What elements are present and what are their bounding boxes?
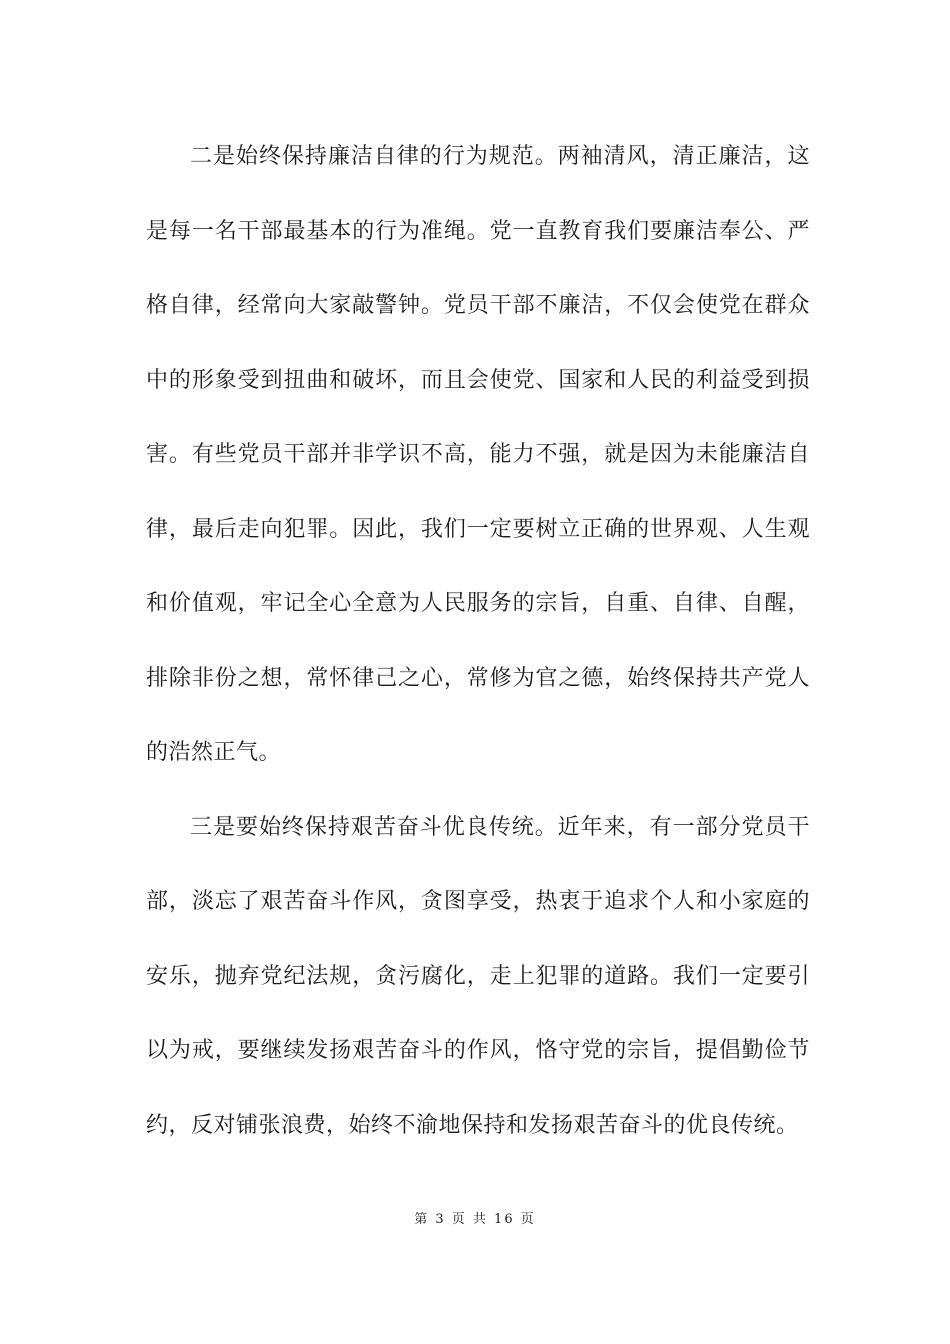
page-number-footer: 第 3 页 共 16 页 <box>414 1212 536 1227</box>
paragraph-hard-work: 三是要始终保持艰苦奋斗优良传统。近年来，有一部分党员干部，淡忘了艰苦奋斗作风，贪图享受，热衷于追求个人和小家庭的安乐，抛弃党纪法规，贪污腐化，走上犯罪的道路。我们一定要引以为戒，要继续发扬艰苦奋斗的作风，恪守党的宗旨，提倡勤俭节约，反对铺张浪费，始终不渝地保持和发扬艰苦奋斗的优良传统。 <box>146 814 810 1138</box>
paragraph-integrity: 二是始终保持廉洁自律的行为规范。两袖清风，清正廉洁，这是每一名干部最基本的行为准绳。党一直教育我们要廉洁奉公、严格自律，经常向大家敲警钟。党员干部不廉洁，不仅会使党在群众中的形象受到扭曲和破坏，而且会使党、国家和人民的利益受到损害。有些党员干部并非学识不高，能力不强，就是因为未能廉洁自律，最后走向犯罪。因此，我们一定要树立正确的世界观、人生观和价值观，牢记全心全意为人民服务的宗旨，自重、自律、自醒，排除非份之想，常怀律己之心，常修为官之德，始终保持共产党人的浩然正气。 <box>146 144 810 765</box>
document-body <box>146 120 810 1163</box>
